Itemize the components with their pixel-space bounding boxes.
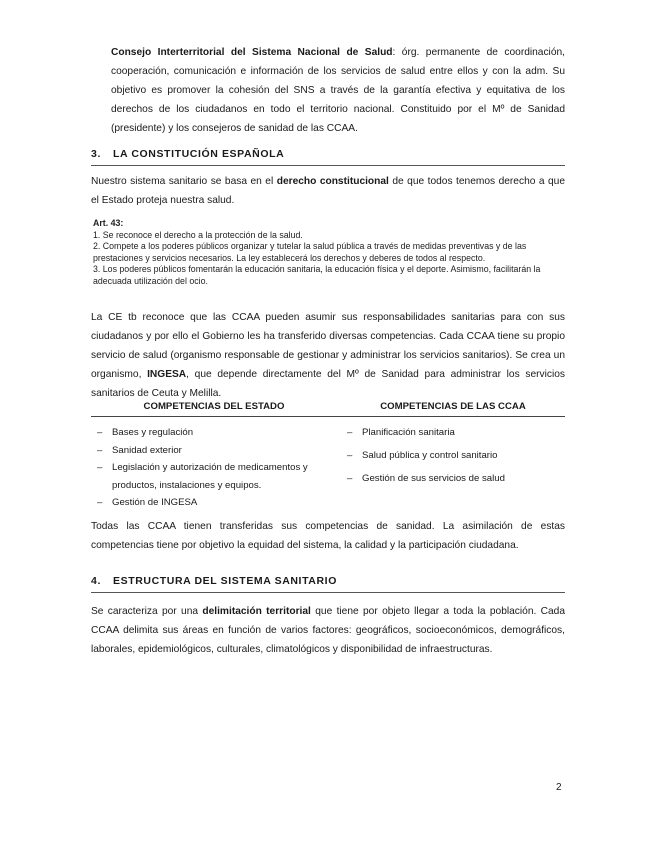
list-item: [344, 424, 564, 442]
text-run: Nuestro sistema sanitario se basa en el: [91, 176, 277, 187]
item-text: Gestión de INGESA: [112, 497, 198, 508]
list-item: [94, 459, 334, 494]
section-3-number: 3.: [91, 148, 101, 160]
article-line: 3. Los poderes públicos fomentarán la educación sanitaria, la educación física y el deporte. Asimismo, facilitarán la adecuada utilización del ocio.: [93, 264, 541, 286]
dash: –: [97, 462, 103, 473]
section-4-heading: [91, 574, 565, 593]
item-text: Planificación sanitaria: [362, 427, 455, 438]
dash: –: [347, 473, 353, 484]
section-3-paragraph-2: [91, 308, 565, 403]
article-title: Art. 43:: [93, 218, 124, 228]
consejo-paragraph: [111, 43, 565, 138]
ccaa-list: [344, 424, 564, 488]
section-4-paragraph-1: [91, 602, 565, 659]
item-text: Bases y regulación: [112, 427, 194, 438]
article-line: 1. Se reconoce el derecho a la protección de la salud.: [93, 229, 303, 240]
section-4-number: 4.: [91, 575, 101, 587]
estado-header: COMPETENCIAS DEL ESTADO: [143, 401, 285, 412]
section-4-title: ESTRUCTURA DEL SISTEMA SANITARIO: [113, 575, 337, 587]
text-run: , que depende directamente del Mº de Sanidad para administrar los servicios sanitarios de Ceuta y Melilla.: [91, 369, 565, 399]
text-run: La CE tb reconoce que las CCAA pueden asumir sus responsabilidades sanitarias para con sus ciudadanos y por ello el Gobierno les ha transferido diversas competencias. Cada CCAA tiene su propio servicio de salud (organismo responsable de gestionar y administrar los servicios sanitarios). Se crea un organismo,: [91, 312, 565, 380]
dash: –: [347, 450, 353, 461]
list-item: [94, 442, 334, 460]
dash: –: [97, 497, 103, 508]
item-text: Salud pública y control sanitario: [362, 450, 498, 461]
consejo-term: Consejo Interterritorial del Sistema Nacional de Salud: [111, 47, 393, 58]
dash: –: [97, 427, 103, 438]
article-line: 2. Compete a los poderes públicos organizar y tutelar la salud pública a través de medidas preventivas y de las prestaciones y servicios necesarios. La ley establecerá los derechos y deberes de todos al respecto.: [93, 241, 527, 263]
bold-run: delimitación territorial: [202, 606, 311, 617]
item-text: Gestión de sus servicios de salud: [362, 473, 505, 484]
dash: –: [97, 444, 103, 456]
article-43-quote: [93, 218, 565, 287]
item-text: Sanidad exterior: [112, 444, 182, 456]
competencias-table: [91, 398, 565, 513]
table-rule: [91, 416, 565, 417]
text-run: que tiene por objeto llegar a toda la población. Cada CCAA delimita sus áreas en función de varios factores: geográficos, socioeconómicos, demográficos, laborales, epidemiológicos, culturales, climatológicos y disponibilidad de infraestructuras.: [91, 606, 566, 655]
list-item: [344, 447, 564, 465]
bold-run: derecho constitucional: [276, 176, 389, 187]
section-3-heading: [91, 147, 565, 166]
bold-run: INGESA: [147, 369, 187, 380]
ccaa-header: COMPETENCIAS DE LAS CCAA: [380, 401, 526, 412]
list-item: [94, 424, 334, 442]
list-item: [94, 494, 334, 512]
item-text: Legislación y autorización de medicamentos y productos, instalaciones y equipos.: [112, 462, 308, 491]
dash: –: [347, 427, 353, 438]
consejo-text: : órg. permanente de coordinación, cooperación, comunicación e información de los servicios de salud entre ellos y con la adm. Su objetivo es promover la cohesión del SNS a través de la garantía efectiva y equitativa de los derechos de los ciudadanos en todo el territorio nacional. Constituido por el Mº de Sanidad (presidente) y los consejeros de sanidad de las CCAA.: [111, 47, 565, 134]
estado-list: [94, 424, 334, 512]
text-run: Se caracteriza por una: [91, 606, 203, 617]
page-number: 2: [556, 782, 562, 793]
section-3-paragraph-3: Todas las CCAA tienen transferidas sus competencias de sanidad. La asimilación de estas competencias tiene por objetivo la equidad del sistema, la calidad y la participación ciudadana.: [91, 521, 565, 551]
text-run: de que todos tenemos derecho a que el Estado proteja nuestra salud.: [91, 176, 566, 206]
section-3-title: LA CONSTITUCIÓN ESPAÑOLA: [113, 148, 285, 160]
section-3-paragraph-1: [91, 172, 565, 210]
list-item: [344, 470, 564, 488]
